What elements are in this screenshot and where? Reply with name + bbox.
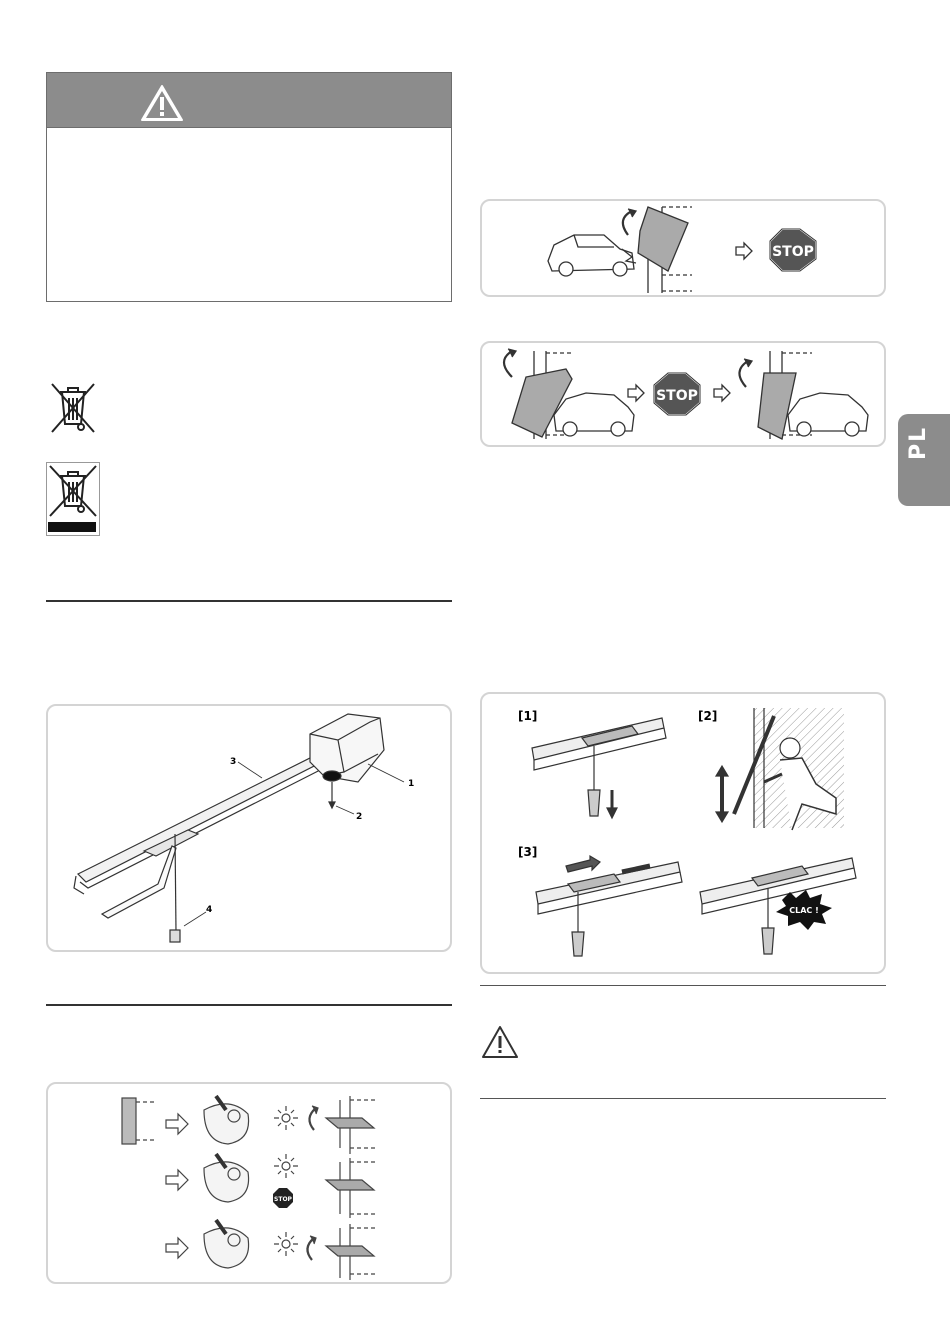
caution-triangle-icon	[480, 1024, 520, 1060]
language-tab	[898, 414, 950, 506]
svg-text:STOP: STOP	[772, 244, 814, 260]
section-rule	[46, 1004, 452, 1006]
warning-header	[47, 73, 451, 128]
figure-remote-operation	[46, 1082, 452, 1284]
release-steps-drawing	[482, 694, 884, 972]
figure-opener-kit	[46, 704, 452, 952]
callout-2: 2	[356, 812, 363, 822]
warning-triangle-icon	[139, 83, 185, 123]
stop-sign-small-icon	[273, 1188, 293, 1208]
warning-box	[46, 72, 452, 302]
weee-bin-icon	[48, 380, 98, 436]
language-tab-label: PL	[906, 425, 931, 460]
car-reverse-drawing	[482, 343, 884, 445]
step-2-label: [2]	[698, 709, 718, 723]
stop-sign-icon	[770, 229, 816, 271]
figure-obstacle-reverse	[480, 341, 886, 447]
weee-bin-bar-icon	[46, 462, 100, 536]
section-rule	[46, 600, 452, 602]
step-1-label: [1]	[518, 709, 538, 723]
svg-text:CLAC !: CLAC !	[789, 906, 819, 915]
note-rule-bottom	[480, 1098, 886, 1099]
car-obstacle-drawing	[482, 201, 884, 295]
stop-sign-icon	[654, 373, 700, 415]
step-3-label: [3]	[518, 845, 538, 859]
note-rule-top	[480, 985, 886, 986]
figure-obstacle-closing	[480, 199, 886, 297]
callout-4: 4	[206, 905, 213, 915]
opener-rail-drawing	[48, 706, 450, 950]
remote-sequence-drawing	[48, 1084, 450, 1282]
callout-3: 3	[230, 757, 237, 767]
svg-text:STOP: STOP	[274, 1196, 292, 1203]
clac-burst-icon	[776, 890, 832, 930]
svg-text:STOP: STOP	[656, 388, 698, 404]
figure-manual-release	[480, 692, 886, 974]
callout-1: 1	[408, 779, 415, 789]
